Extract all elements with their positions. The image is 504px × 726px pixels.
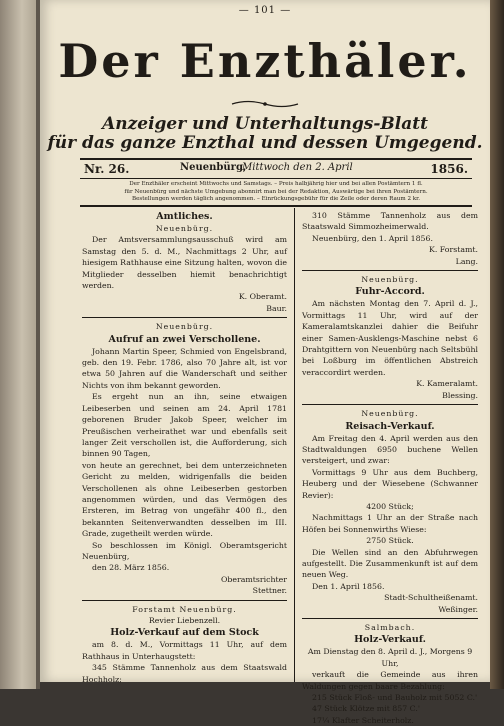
issue-year: 1856. bbox=[430, 162, 468, 176]
issue-date: Mittwoch den 2. April bbox=[242, 162, 353, 173]
text-paragraph: Die Wellen sind an den Abfuhrwegen aufgestellt. Die Zusammenkunft ist auf dem neuen Weg. bbox=[302, 547, 478, 580]
text-paragraph: verkauft die Gemeinde aus ihren Waldungen gegen baare Bezahlung: bbox=[302, 670, 478, 691]
section-divider bbox=[302, 618, 478, 619]
issue-number: Nr. 26. bbox=[84, 162, 130, 176]
notice-line: Der Enzthäler erscheint Mittwochs und Samstags. – Preis halbjährig hier und bei allen Postämtern 1 fl. bbox=[129, 181, 423, 187]
column-divider bbox=[294, 208, 295, 682]
section-heading: Holz-Verkauf. bbox=[354, 634, 426, 646]
text-paragraph: 310 Stämme Tannenholz aus dem Staatswald Simmozheimerwald. bbox=[302, 211, 478, 232]
issue-place: Neuenbürg, bbox=[180, 162, 247, 173]
book-binding-edge bbox=[490, 0, 504, 689]
section-heading: Reisach-Verkauf. bbox=[345, 420, 435, 432]
subtitle-line-1: Anzeiger und Unterhaltungs-Blatt bbox=[102, 114, 428, 134]
subtitle-line-2: für das ganze Enzthal und dessen Umgegend. bbox=[47, 133, 483, 153]
text-paragraph: Revier Liebenzell. bbox=[148, 616, 221, 625]
text-paragraph: 2750 Stück. bbox=[366, 536, 414, 546]
text-paragraph: K. Kameralamt. bbox=[416, 379, 478, 389]
text-paragraph: Am nächsten Montag den 7. April d. J., Vormittags 11 Uhr, wird auf der Kameralamtskanzlei dahier die Beifuhr einer Samen-Ausklengs-Maschine nebst 6 Drahtgittern von Neuenbürg nach Seltsbühl bei Loßburg im öffentlichen Abstreich veraccordirt werden. bbox=[302, 299, 478, 377]
notice-line: für Neuenbürg und nächste Umgebung abonnirt man bei der Redaktion, Auswärtige bei ihren Postämtern. bbox=[124, 188, 428, 195]
text-paragraph: von heute an gerechnet, bei dem unterzeichneten Gericht zu melden, widrigenfalls die beiden Verschollenen als ohne Leibeserben gestorben angenommen würden, und das Vermögen des Ersteren, im Betrag von ungefähr 400 fl., den bekannten Seitenverwandten desselben im III. Grade, zugetheilt werden würde. bbox=[82, 460, 287, 539]
header-rule-bottom bbox=[80, 205, 472, 207]
previous-page-edge bbox=[0, 0, 40, 689]
section-divider bbox=[82, 317, 287, 318]
issue-dateline bbox=[80, 160, 472, 180]
text-paragraph: Den 1. April 1856. bbox=[312, 581, 385, 591]
text-paragraph: Baur. bbox=[266, 303, 287, 313]
text-paragraph: Der Amtsversammlungsausschuß wird am Samstag den 5. d. M., Nachmittags 2 Uhr, auf hiesigem Rathhause eine Sitzung halten, wovon die Mitglieder desselben hiemit benachrichtigt werden. bbox=[82, 235, 287, 291]
section-heading: Holz-Verkauf auf dem Stock bbox=[110, 627, 259, 639]
text-paragraph: Johann Martin Speer, Schmied von Engelsbrand, geb. den 19. Febr. 1786, also 70 Jahre alt, ist vor etwa 50 Jahren auf die Wanderschaft und seither Nichts von ihm bekannt geworden. bbox=[82, 346, 287, 390]
section-divider bbox=[82, 600, 287, 601]
text-paragraph: Stadt-Schultheißenamt. bbox=[384, 593, 478, 603]
section-heading: Neuenbürg. bbox=[361, 409, 419, 419]
section-heading: Neuenbürg. bbox=[361, 275, 419, 285]
text-paragraph: Am Dienstag den 8. April d. J., Morgens 9 Uhr, bbox=[307, 647, 473, 668]
text-paragraph: K. Oberamt. bbox=[238, 292, 287, 302]
newspaper-page bbox=[40, 0, 490, 725]
text-paragraph: K. Forstamt. bbox=[429, 245, 478, 255]
text-paragraph: 4200 Stück; bbox=[366, 501, 414, 511]
section-heading: Neuenbürg. bbox=[155, 224, 214, 233]
section-divider bbox=[302, 270, 478, 271]
text-paragraph: 17¼ Klafter Scheiterholz. bbox=[312, 715, 414, 725]
right-column bbox=[302, 210, 478, 726]
text-paragraph: 47 Stück Klötze mit 857 C.' bbox=[312, 704, 420, 714]
text-paragraph: Blessing. bbox=[442, 390, 478, 400]
section-heading: Amtliches. bbox=[156, 211, 213, 222]
subscription-notice bbox=[84, 181, 468, 204]
page-number: — 101 — bbox=[238, 5, 292, 16]
left-column bbox=[82, 210, 287, 685]
text-paragraph: 345 Stämme Tannenholz aus dem Staatswald Hochholz; bbox=[82, 663, 287, 684]
text-paragraph: den 28. März 1856. bbox=[92, 563, 170, 573]
text-paragraph: Neuenbürg, den 1. April 1856. bbox=[312, 233, 433, 243]
text-paragraph: Vormittags 9 Uhr aus dem Buchberg, Heuberg und der Wiesebene (Schwanner Revier): bbox=[302, 467, 478, 500]
header-rule-mid bbox=[80, 178, 472, 179]
notice-line: Bestellungen werden täglich angenommen. – Einrückungsgebühr für die Zeile oder deren Raum 2 kr. bbox=[131, 196, 421, 202]
text-paragraph: Es ergeht nun an ihn, seine etwaigen Leibeserben und seinen am 24. April 1781 geborenen Bruder Jakob Speer, welcher im Preußischen verheirathet war und ebenfalls seit langer Zeit verschollen ist, die Aufforderung, sich binnen 90 Tagen, bbox=[82, 392, 287, 459]
text-paragraph: Am Freitag den 4. April werden aus den Stadtwaldungen 6950 buchene Wellen versteigert, und zwar: bbox=[302, 433, 478, 466]
section-heading: Forstamt Neuenbürg. bbox=[132, 604, 237, 614]
text-paragraph: Stettner. bbox=[252, 586, 287, 596]
text-paragraph: Nachmittags 1 Uhr an der Straße nach Höfen bei Sonnenwirths Wiese: bbox=[302, 513, 478, 534]
section-heading: Neuenbürg. bbox=[155, 322, 214, 332]
section-heading: Aufruf an zwei Verschollene. bbox=[108, 333, 261, 345]
text-paragraph: 215 Stück Floß- und Bauholz mit 5052 C.' bbox=[312, 693, 478, 703]
masthead-title: Der Enzthäler. bbox=[58, 34, 472, 88]
text-paragraph: Lang. bbox=[455, 256, 478, 266]
section-divider bbox=[302, 404, 478, 405]
text-paragraph: So beschlossen im Königl. Oberamtsgericht Neuenbürg, bbox=[82, 540, 287, 561]
text-paragraph: am 8. d. M., Vormittags 11 Uhr, auf dem Rathhaus in Unterhaugstett: bbox=[82, 640, 287, 661]
masthead-flourish-icon bbox=[230, 99, 300, 109]
section-heading: Salmbach. bbox=[364, 623, 416, 632]
section-heading: Fuhr-Accord. bbox=[355, 286, 425, 298]
text-paragraph: Oberamtsrichter bbox=[221, 574, 287, 584]
text-paragraph: Weßinger. bbox=[438, 604, 478, 614]
